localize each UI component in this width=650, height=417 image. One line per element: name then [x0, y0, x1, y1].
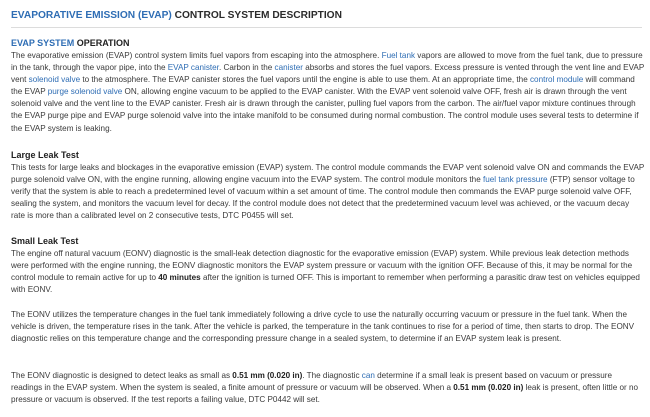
bold-value: 0.51 mm (0.020 in)	[232, 371, 303, 380]
text-run: (FTP) sensor voltage to verify that the system is able to reach a predetermined level of vacuum within a set amount of time. The control module then commands the EVAP purge solenoid valve OFF, sealing the system, and monitors the vacuum level for decay. If the control module does not detect that the predetermined vacuum level was achieved, or the vacuum decay rate is more than a calibrated level on 2 consecutive tests, DTC P0455 will set.	[11, 175, 635, 221]
title-divider	[11, 27, 642, 28]
inline-link[interactable]: control module	[529, 75, 584, 85]
inline-link[interactable]: canister	[274, 63, 303, 73]
paragraph	[11, 50, 645, 135]
text-run: . The diagnostic	[302, 371, 362, 380]
page-title	[11, 10, 342, 21]
text-run: This tests for large leaks and blockages in the evaporative emission (EVAP) system. The control module commands the EVAP vent solenoid valve ON and commands the EVAP purge solenoid valve ON, with the engine running, allowing engine vacuum into the EVAP system. The control module monitors the	[11, 163, 645, 185]
text-run: after the ignition is turned OFF. This is important to remember when performing a parasitic draw test on vehicles equipped with EONV.	[11, 273, 640, 295]
text-run: The engine off natural vacuum (EONV) diagnostic is the small-leak detection diagnostic for the evaporative emission (EVAP) system. While previous leak detection methods were performed with the engine running, the EONV diagnostic monitors the EVAP system pressure or vacuum with the ignition OFF. Because of this, it may be normal for the control module to remain active for up to	[11, 249, 633, 283]
inline-link[interactable]: Fuel tank	[381, 51, 416, 60]
text-run: The evaporative emission (EVAP) control system limits fuel vapors from escaping into the atmosphere.	[11, 51, 382, 60]
text-run: The EONV diagnostic is designed to detect leaks as small as	[11, 371, 233, 380]
text-run: ON, allowing engine vacuum to be applied to the EVAP canister. With the EVAP vent solenoid valve OFF, fresh air is drawn through the vent solenoid valve and the vent line to the EVAP canister. Fresh air is drawn through the canister, pulling fuel vapors from the carbon. The air/fuel vapor mixture continues through the EVAP purge pipe and EVAP purge solenoid valve into the intake manifold to be consumed during normal combustion. The control module uses several tests to determine if the EVAP system is leaking.	[11, 87, 639, 133]
inline-link[interactable]: EVAP canister	[167, 63, 219, 73]
paragraph	[11, 248, 645, 296]
paragraph	[11, 162, 645, 222]
text-run: to the atmosphere. The EVAP canister stores the fuel vapors until the engine is able to use them. At an appropriate time, the	[80, 75, 530, 85]
paragraph	[11, 309, 645, 345]
text-run: . Carbon in the	[218, 63, 275, 73]
heading-text: Large Leak Test	[11, 150, 79, 160]
bold-value: 40 minutes	[158, 273, 201, 283]
text-run: absorbs and stores the fuel vapors. Excess pressure is vented through the vent line and EVAP vent	[11, 63, 645, 85]
text-run: vapors are allowed to move from the fuel tank, due to pressure in the tank, through the vapor pipe, into the	[11, 51, 643, 73]
section-heading-large-leak-test	[11, 150, 79, 160]
inline-link[interactable]: solenoid valve	[28, 75, 81, 85]
text-run: determine if a small leak is present based on vacuum or pressure readings in the EVAP system. When the system is sealed, a finite amount of pressure or vacuum will be observed. When a	[11, 371, 612, 393]
inline-link[interactable]: fuel tank pressure	[482, 175, 548, 185]
text-run: The EONV utilizes the temperature changes in the fuel tank immediately following a drive cycle to use the naturally occurring vacuum or pressure in the fuel tank. When the vehicle is driven, the temperature rises in the tank. After the vehicle is parked, the temperature in the tank continues to rise for a period of time, then starts to drop. The EONV diagnostic relies on this temperature change and the corresponding pressure change in a sealed system, to determine if an EVAP system leak is present.	[11, 310, 635, 344]
section-heading-evap-system-operation	[11, 38, 130, 48]
heading-text: Small Leak Test	[11, 236, 79, 246]
heading-term-link[interactable]: EVAP SYSTEM	[11, 38, 75, 48]
heading-text: OPERATION	[74, 38, 130, 48]
text-run: will command the EVAP	[11, 75, 635, 97]
text-run: leak is present, often little or no pressure or vacuum is observed. If the test reports a failing value, DTC P0442 will set.	[11, 383, 638, 405]
paragraph	[11, 370, 645, 406]
inline-link[interactable]: can	[361, 371, 375, 380]
title-term-link[interactable]: EVAPORATIVE EMISSION (EVAP)	[11, 10, 172, 21]
inline-link[interactable]: purge solenoid valve	[47, 87, 123, 97]
title-post: CONTROL SYSTEM DESCRIPTION	[171, 10, 342, 21]
bold-value: 0.51 mm (0.020 in)	[453, 383, 524, 393]
section-heading-small-leak-test	[11, 236, 78, 246]
